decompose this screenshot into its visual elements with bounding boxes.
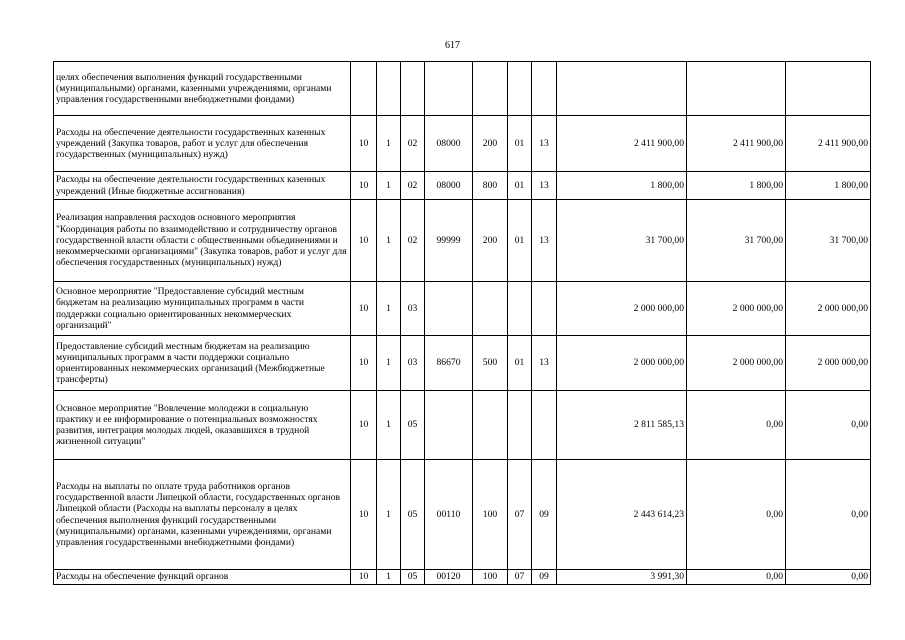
table-row: [54, 116, 871, 172]
cell-program-code: 1: [377, 570, 401, 585]
cell-subsection: 13: [532, 172, 557, 200]
cell-expense-type: 100: [473, 460, 508, 570]
cell-subsection: 13: [532, 116, 557, 172]
row-description: Основное мероприятие "Предоставление субсидий местным бюджетам на реализацию муниципальных программ в части поддержки социально ориентированных некоммерческих организаций": [54, 282, 351, 336]
cell-direction-code: 08000: [425, 116, 473, 172]
row-description: Расходы на выплаты по оплате труда работников органов государственной власти Липецкой области, государственных органов Липецкой области (Расходы на выплаты персоналу в целях обеспечения выполнения функций государственными (муниципальными) органами, казенными учреждениями, органами управления государственными внебюджетными фондами): [54, 460, 351, 570]
cell-amount-1: 2 411 900,00: [557, 116, 687, 172]
cell-amount-1: 3 991,30: [557, 570, 687, 585]
cell-amount-3: 1 800,00: [786, 172, 871, 200]
cell-section: 01: [508, 116, 532, 172]
cell-program-code: [377, 62, 401, 116]
cell-section: 01: [508, 336, 532, 391]
cell-direction-code: 86670: [425, 336, 473, 391]
cell-ministry-code: 10: [351, 391, 377, 460]
cell-ministry-code: [351, 62, 377, 116]
cell-amount-1: 2 000 000,00: [557, 336, 687, 391]
cell-section: 07: [508, 460, 532, 570]
cell-direction-code: 00120: [425, 570, 473, 585]
cell-amount-1: 2 443 614,23: [557, 460, 687, 570]
cell-amount-3: 2 000 000,00: [786, 336, 871, 391]
cell-direction-code: [425, 282, 473, 336]
table-row: [54, 460, 871, 570]
cell-amount-2: 0,00: [687, 570, 786, 585]
cell-expense-type: 200: [473, 116, 508, 172]
cell-program-code: 1: [377, 282, 401, 336]
table-row: [54, 570, 871, 585]
cell-subsection: 13: [532, 200, 557, 282]
cell-direction-code: 00110: [425, 460, 473, 570]
cell-subprogram-code: 03: [401, 336, 425, 391]
cell-subprogram-code: 05: [401, 570, 425, 585]
row-description: Расходы на обеспечение деятельности государственных казенных учреждений (Иные бюджетные ассигнования): [54, 172, 351, 200]
cell-subsection: 13: [532, 336, 557, 391]
cell-ministry-code: 10: [351, 460, 377, 570]
table-row: [54, 172, 871, 200]
cell-amount-2: 2 411 900,00: [687, 116, 786, 172]
cell-ministry-code: 10: [351, 570, 377, 585]
cell-subprogram-code: 02: [401, 172, 425, 200]
cell-program-code: 1: [377, 460, 401, 570]
cell-amount-3: 2 411 900,00: [786, 116, 871, 172]
table-row: [54, 391, 871, 460]
budget-table: [53, 61, 871, 585]
cell-amount-3: 31 700,00: [786, 200, 871, 282]
cell-section: [508, 282, 532, 336]
cell-expense-type: 100: [473, 570, 508, 585]
cell-subprogram-code: 03: [401, 282, 425, 336]
row-description: Основное мероприятие "Вовлечение молодежи в социальную практику и ее информирование о потенциальных возможностях развития, интеграция молодых людей, оказавшихся в трудной жизненной ситуации": [54, 391, 351, 460]
cell-ministry-code: 10: [351, 172, 377, 200]
cell-amount-3: 0,00: [786, 391, 871, 460]
cell-amount-1: 31 700,00: [557, 200, 687, 282]
cell-ministry-code: 10: [351, 116, 377, 172]
table-body: [54, 62, 871, 585]
cell-subprogram-code: 02: [401, 200, 425, 282]
cell-ministry-code: 10: [351, 336, 377, 391]
cell-subsection: [532, 391, 557, 460]
cell-amount-3: 2 000 000,00: [786, 282, 871, 336]
cell-section: [508, 62, 532, 116]
row-description: Предоставление субсидий местным бюджетам на реализацию муниципальных программ в части поддержки социально ориентированных некоммерческих организаций (Межбюджетные трансферты): [54, 336, 351, 391]
cell-program-code: 1: [377, 116, 401, 172]
table-row: [54, 200, 871, 282]
cell-amount-2: 2 000 000,00: [687, 282, 786, 336]
cell-amount-2: 0,00: [687, 460, 786, 570]
cell-subsection: 09: [532, 460, 557, 570]
cell-subsection: [532, 282, 557, 336]
cell-amount-2: 2 000 000,00: [687, 336, 786, 391]
cell-direction-code: [425, 391, 473, 460]
cell-direction-code: 08000: [425, 172, 473, 200]
cell-subsection: 09: [532, 570, 557, 585]
cell-amount-2: [687, 62, 786, 116]
row-description: целях обеспечения выполнения функций государственными (муниципальными) органами, казенными учреждениями, органами управления государственными внебюджетными фондами): [54, 62, 351, 116]
table-row: [54, 336, 871, 391]
cell-program-code: 1: [377, 172, 401, 200]
cell-amount-2: 0,00: [687, 391, 786, 460]
cell-amount-1: 1 800,00: [557, 172, 687, 200]
cell-amount-3: [786, 62, 871, 116]
row-description: Расходы на обеспечение функций органов: [54, 570, 351, 585]
cell-expense-type: 200: [473, 200, 508, 282]
cell-direction-code: [425, 62, 473, 116]
cell-ministry-code: 10: [351, 200, 377, 282]
cell-expense-type: 500: [473, 336, 508, 391]
cell-program-code: 1: [377, 336, 401, 391]
cell-subsection: [532, 62, 557, 116]
cell-amount-2: 1 800,00: [687, 172, 786, 200]
cell-subprogram-code: 05: [401, 460, 425, 570]
cell-ministry-code: 10: [351, 282, 377, 336]
cell-amount-1: 2 811 585,13: [557, 391, 687, 460]
cell-amount-3: 0,00: [786, 570, 871, 585]
cell-section: 01: [508, 172, 532, 200]
row-description: Расходы на обеспечение деятельности государственных казенных учреждений (Закупка товаров, работ и услуг для обеспечения государственных (муниципальных) нужд): [54, 116, 351, 172]
cell-expense-type: [473, 391, 508, 460]
cell-amount-3: 0,00: [786, 460, 871, 570]
cell-program-code: 1: [377, 200, 401, 282]
table-row: [54, 282, 871, 336]
cell-amount-2: 31 700,00: [687, 200, 786, 282]
cell-program-code: 1: [377, 391, 401, 460]
cell-amount-1: 2 000 000,00: [557, 282, 687, 336]
page-number: 617: [445, 40, 460, 51]
table-row: [54, 62, 871, 116]
cell-expense-type: 800: [473, 172, 508, 200]
cell-expense-type: [473, 62, 508, 116]
cell-amount-1: [557, 62, 687, 116]
cell-section: [508, 391, 532, 460]
cell-subprogram-code: [401, 62, 425, 116]
row-description: Реализация направления расходов основного мероприятия "Координация работы по взаимодействию и сотрудничеству органов государственной власти области с общественными объединениями и некоммерческими организациями" (Закупка товаров, работ и услуг для обеспечения государственных (муниципальных) нужд): [54, 200, 351, 282]
cell-subprogram-code: 02: [401, 116, 425, 172]
cell-section: 07: [508, 570, 532, 585]
cell-direction-code: 99999: [425, 200, 473, 282]
cell-subprogram-code: 05: [401, 391, 425, 460]
cell-section: 01: [508, 200, 532, 282]
cell-expense-type: [473, 282, 508, 336]
